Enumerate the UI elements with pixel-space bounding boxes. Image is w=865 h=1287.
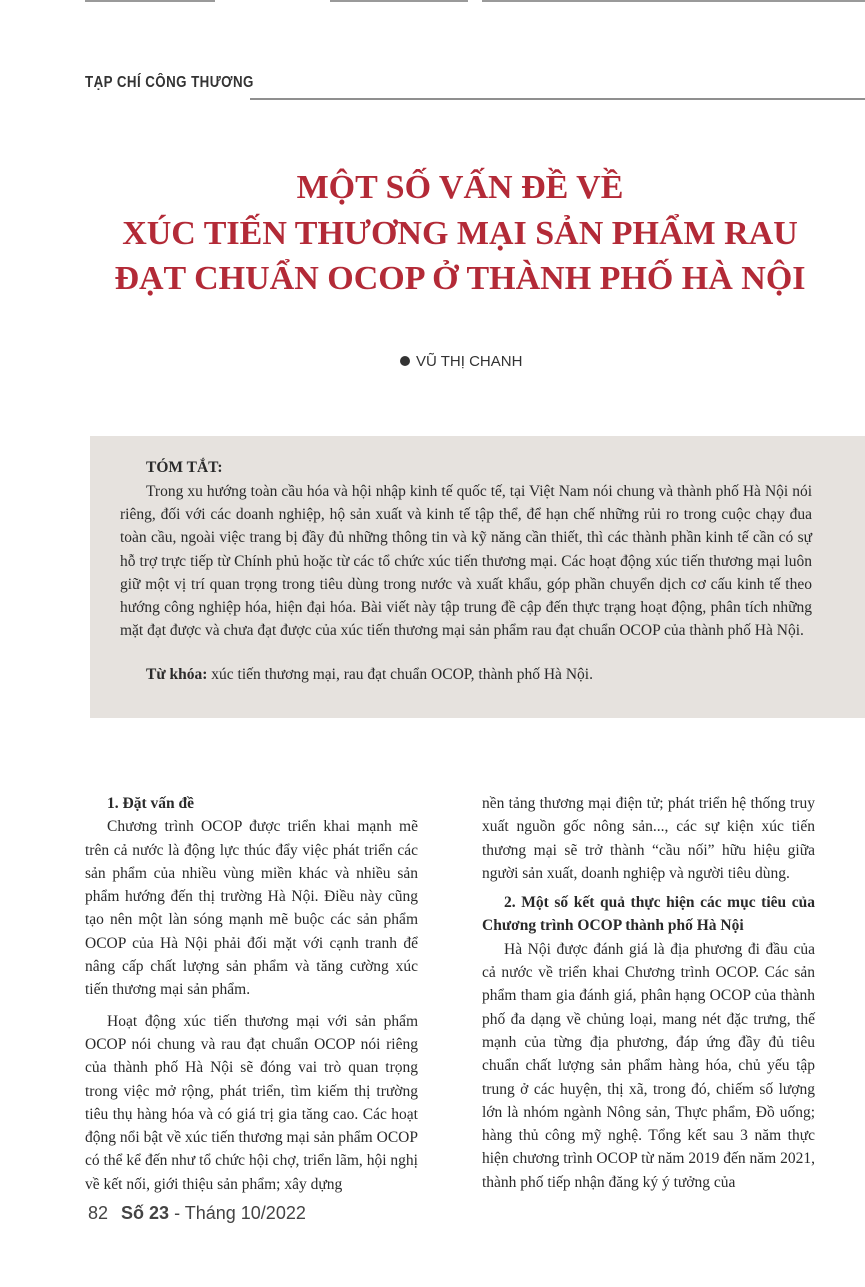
author-name: VŨ THỊ CHANH bbox=[416, 353, 523, 370]
author-line bbox=[400, 353, 522, 370]
issue-month: Tháng 10/2022 bbox=[184, 1203, 306, 1223]
article-title bbox=[60, 165, 860, 302]
footer-separator: - bbox=[169, 1203, 185, 1223]
left-column bbox=[85, 792, 418, 1204]
paragraph-2: Hoạt động xúc tiến thương mại với sản phẩm OCOP nói chung và rau đạt chuẩn OCOP nói riêng của thành phố Hà Nội sẽ đóng vai trò quan trọng trong việc mở rộng, phát triển, tìm kiếm thị trường tiêu thụ hàng hóa và có giá trị gia tăng cao. Các hoạt động nổi bật về xúc tiến thương mại sản phẩm OCOP có thể kể đến như tổ chức hội chợ, triển lãm, hội nghị về kết nối, giới thiệu sản phẩm; xây dựng bbox=[85, 1012, 418, 1193]
abstract-heading: TÓM TẮT: bbox=[146, 459, 223, 476]
journal-name: TẠP CHÍ CÔNG THƯƠNG bbox=[85, 74, 254, 91]
abstract-text: Trong xu hướng toàn cầu hóa và hội nhập kinh tế quốc tế, tại Việt Nam nói chung và thành phố Hà Nội nói riêng, đối với các doanh nghiệp, hộ sản xuất và kinh tế tập thể, để hạn chế những rủi ro trong cuộc chạy đua toàn cầu, ngoài việc trang bị đầy đủ những thông tin và kỹ năng cần thiết, thì các thành phần kinh tế cần có sự hỗ trợ trực tiếp từ Chính phủ hoặc từ các tổ chức xúc tiến thương mại. Các hoạt động xúc tiến thương mại luôn giữ một vị trí quan trọng trong tiêu dùng trong nước và xuất khẩu, góp phần chuyển dịch cơ cấu kinh tế theo hướng công nghiệp hóa, hiện đại hóa. Bài viết này tập trung đề cập đến thực trạng hoạt động, phân tích những mặt đạt được và chưa đạt được của xúc tiến thương mại sản phẩm rau đạt chuẩn OCOP của thành phố Hà Nội. bbox=[120, 483, 812, 640]
header-rule bbox=[250, 98, 865, 100]
top-rule-left bbox=[85, 0, 215, 2]
bullet-icon bbox=[400, 356, 410, 366]
title-line-2: XÚC TIẾN THƯƠNG MẠI SẢN PHẨM RAU bbox=[122, 214, 798, 252]
page-footer bbox=[88, 1203, 306, 1224]
paragraph-1: Chương trình OCOP được triển khai mạnh mẽ trên cả nước là động lực thúc đẩy việc phát triển các sản phẩm của nhiều vùng miền khác và nhiều sản phẩm hướng đến thị trường Hà Nội. Điều này cũng tạo nên một làn sóng mạnh mẽ buộc các sản phẩm OCOP của Hà Nội phải đối mặt với cạnh tranh để nâng cấp chất lượng sản phẩm và tăng cường xúc tiến thương mại sản phẩm. bbox=[85, 818, 418, 999]
paragraph-3: Hà Nội được đánh giá là địa phương đi đầu của cả nước về triển khai Chương trình OCOP. Các sản phẩm tham gia đánh giá, phân hạng OCOP của thành phố đa dạng về chủng loại, mang nét đặc trưng, thế mạnh của từng địa phương, đáp ứng đầy đủ tiêu chuẩn chất lượng sản phẩm hàng hóa, chủ yếu tập trung ở các huyện, thị xã, trong đó, chiếm số lượng lớn là nhóm ngành Nông sản, Thực phẩm, Đồ uống; hàng thủ công mỹ nghệ. Tổng kết sau 3 năm thực hiện chương trình OCOP từ năm 2019 đến năm 2021, thành phố tiếp nhận đăng ký ý tưởng của bbox=[482, 940, 815, 1191]
keywords-text: xúc tiến thương mại, rau đạt chuẩn OCOP, thành phố Hà Nội. bbox=[207, 666, 593, 683]
top-rule-mid bbox=[330, 0, 468, 2]
right-column bbox=[482, 792, 815, 1202]
issue-number: Số 23 bbox=[121, 1203, 170, 1223]
page-number: 82 bbox=[88, 1203, 109, 1223]
title-line-3: ĐẠT CHUẨN OCOP Ở THÀNH PHỐ HÀ NỘI bbox=[114, 260, 806, 297]
keywords bbox=[146, 666, 593, 684]
section-2-heading: 2. Một số kết quả thực hiện các mục tiêu của Chương trình OCOP thành phố Hà Nội bbox=[482, 894, 815, 935]
top-rule-right bbox=[482, 0, 865, 2]
title-line-1: MỘT SỐ VẤN ĐỀ VỀ bbox=[296, 169, 624, 206]
section-1-heading: 1. Đặt vấn đề bbox=[107, 795, 194, 812]
keywords-label: Từ khóa: bbox=[146, 666, 208, 683]
paragraph-2-continued: nền tảng thương mại điện tử; phát triển hệ thống truy xuất nguồn gốc nông sản..., các sự kiện xúc tiến thương mại sẽ trở thành “cầu nối” hữu hiệu giữa người sản xuất, doanh nghiệp và người tiêu dùng. bbox=[482, 795, 815, 882]
